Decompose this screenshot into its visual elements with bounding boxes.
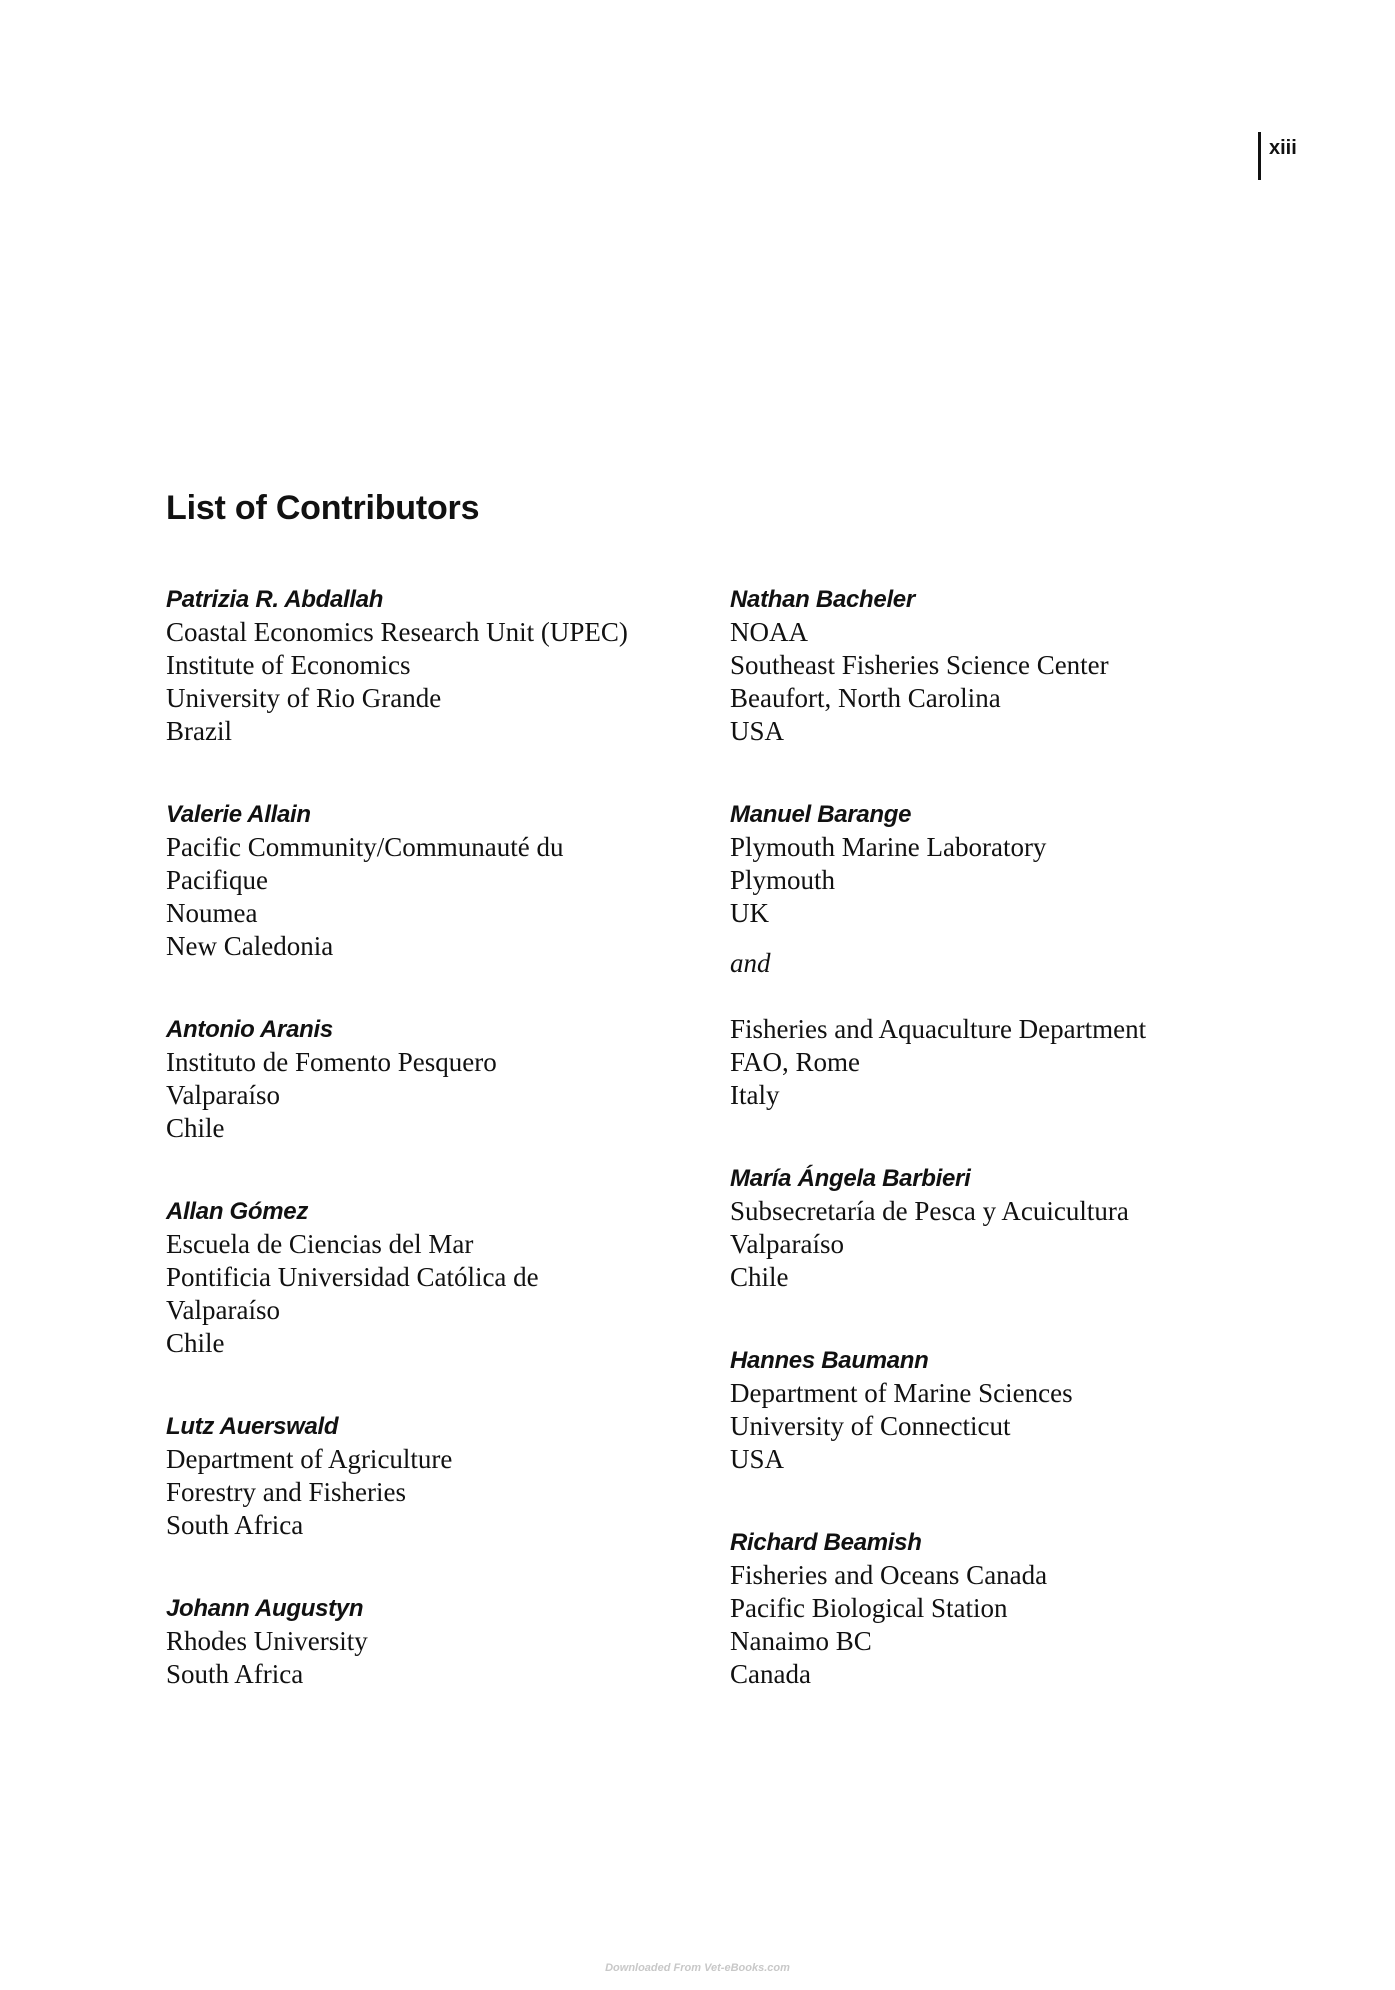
- affiliation-line: UK: [730, 898, 769, 928]
- affiliation-line: University of Rio Grande: [166, 683, 442, 713]
- affiliation-line: Rhodes University: [166, 1626, 368, 1656]
- affiliation-line: Italy: [730, 1080, 780, 1110]
- contributor-name: Hannes Baumann: [730, 1347, 929, 1374]
- affiliation-line: Nanaimo BC: [730, 1626, 872, 1656]
- affiliation-line: Chile: [730, 1262, 789, 1292]
- contributor-entry: [730, 798, 1320, 1112]
- affiliation-line: Fisheries and Aquaculture Department: [730, 1014, 1147, 1044]
- affiliation-line: Instituto de Fomento Pesquero: [166, 1047, 497, 1077]
- contributor-name: Nathan Bacheler: [730, 586, 915, 613]
- affiliation-line: Plymouth Marine Laboratory: [730, 832, 1047, 862]
- contributor-name: Valerie Allain: [166, 801, 311, 828]
- affiliation-line: FAO, Rome: [730, 1047, 861, 1077]
- affiliation-line: Pontificia Universidad Católica de: [166, 1262, 539, 1292]
- affiliation-line: Pacific Community/Communauté du: [166, 832, 564, 862]
- page-title: List of Contributors: [166, 489, 480, 527]
- contributors-right-column: [730, 583, 1320, 1741]
- contributor-entry: [166, 798, 706, 963]
- affiliation-line: Department of Marine Sciences: [730, 1378, 1073, 1408]
- affiliation-line: South Africa: [166, 1510, 304, 1540]
- affiliation-line: Escuela de Ciencias del Mar: [166, 1229, 474, 1259]
- affiliation-line: Pacifique: [166, 865, 268, 895]
- affiliation-line: Department of Agriculture: [166, 1444, 453, 1474]
- contributor-name: Manuel Barange: [730, 801, 912, 828]
- contributor-entry: [730, 1162, 1320, 1294]
- contributor-entry: [166, 1013, 706, 1145]
- affiliation-line: Plymouth: [730, 865, 836, 895]
- conjunction-and: and: [730, 948, 771, 978]
- affiliation-line: Coastal Economics Research Unit (UPEC): [166, 617, 628, 647]
- contributor-entry: [166, 583, 706, 748]
- contributor-entry: [166, 1195, 706, 1360]
- contributor-entry: [730, 1344, 1320, 1476]
- affiliation-line: USA: [730, 716, 785, 746]
- contributor-entry: [166, 1592, 706, 1691]
- affiliation-line: Subsecretaría de Pesca y Acuicultura: [730, 1196, 1129, 1226]
- contributor-name: Patrizia R. Abdallah: [166, 586, 384, 613]
- affiliation-line: Pacific Biological Station: [730, 1593, 1008, 1623]
- affiliation-line: Valparaíso: [166, 1295, 280, 1325]
- affiliation-line: NOAA: [730, 617, 808, 647]
- affiliation-line: Southeast Fisheries Science Center: [730, 650, 1109, 680]
- affiliation-line: Valparaíso: [730, 1229, 844, 1259]
- contributor-name: Richard Beamish: [730, 1529, 922, 1556]
- affiliation-line: Canada: [730, 1659, 811, 1689]
- contributor-name: Lutz Auerswald: [166, 1413, 339, 1440]
- contributor-entry: [730, 583, 1320, 748]
- affiliation-line: New Caledonia: [166, 931, 334, 961]
- contributor-name: Johann Augustyn: [166, 1595, 364, 1622]
- contributor-name: Allan Gómez: [166, 1198, 309, 1225]
- contributor-entry: [730, 1526, 1320, 1691]
- affiliation-line: Institute of Economics: [166, 650, 411, 680]
- page-number: xiii: [1258, 132, 1297, 180]
- affiliation-line: USA: [730, 1444, 785, 1474]
- contributors-left-column: [166, 583, 706, 1741]
- affiliation-line: Chile: [166, 1328, 225, 1358]
- affiliation-line: South Africa: [166, 1659, 304, 1689]
- affiliation-line: Chile: [166, 1113, 225, 1143]
- affiliation-line: Noumea: [166, 898, 258, 928]
- affiliation-line: Valparaíso: [166, 1080, 280, 1110]
- download-watermark: Downloaded From Vet-eBooks.com: [605, 1962, 790, 1974]
- affiliation-line: Fisheries and Oceans Canada: [730, 1560, 1048, 1590]
- affiliation-line: Forestry and Fisheries: [166, 1477, 406, 1507]
- contributor-name: María Ángela Barbieri: [730, 1165, 971, 1192]
- contributor-entry: [166, 1410, 706, 1542]
- contributor-name: Antonio Aranis: [166, 1016, 333, 1043]
- affiliation-line: Beaufort, North Carolina: [730, 683, 1001, 713]
- affiliation-line: Brazil: [166, 716, 232, 746]
- affiliation-line: University of Connecticut: [730, 1411, 1011, 1441]
